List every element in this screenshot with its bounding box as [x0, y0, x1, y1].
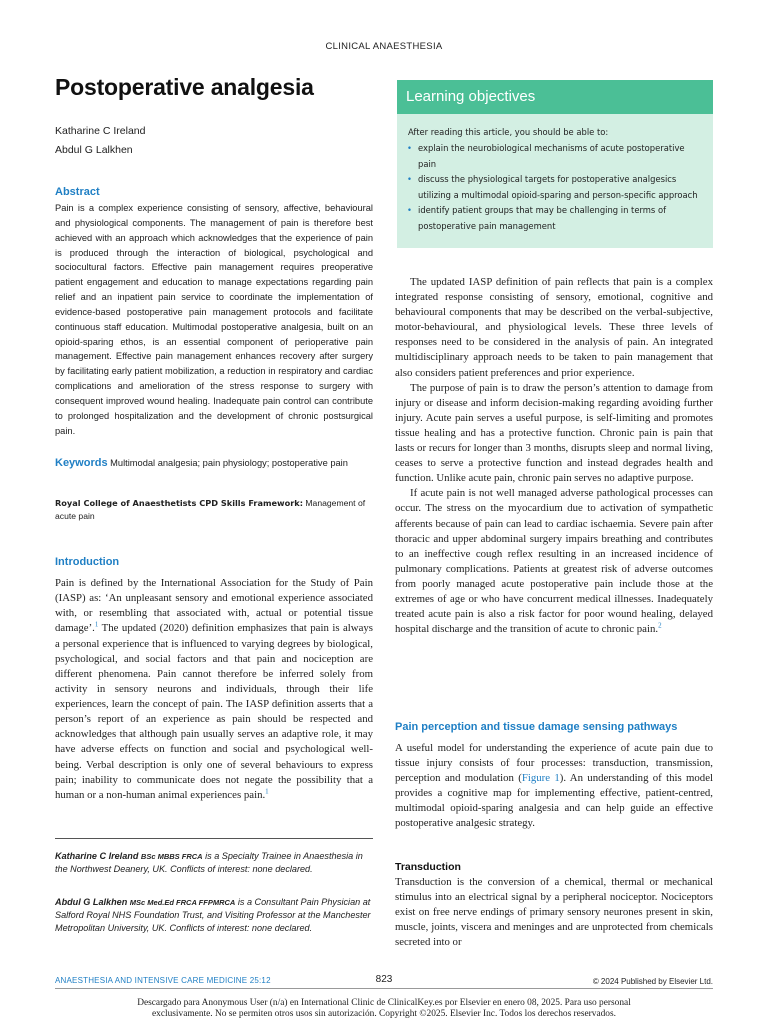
download-notice-line: Descargado para Anonymous User (n/a) en International Clinic de ClinicalKey.es por Elsevier en enero 08, 2025. Para uso personal — [137, 998, 631, 1008]
introduction-heading: Introduction — [55, 556, 120, 568]
bio-text: is a Specialty Trainee in Anaesthesia in the Northwest Deanery, UK. Conflicts of interest: none declared. — [55, 851, 363, 874]
list-item: • identify patient groups that may be challenging in terms of postoperative pain management — [407, 203, 703, 234]
learning-objectives-header — [397, 80, 713, 114]
section-text-part: ). An understanding of this model provides a cognitive map for implementing effective, patient-centred, multimodal opioid-sparing analgesia and can help guide an effective postoperative analgesic strategy. — [395, 772, 713, 830]
learning-objectives-intro: After reading this article, you should be able to: — [408, 127, 609, 137]
article-title: Postoperative analgesia — [55, 74, 314, 100]
list-item: • explain the neurobiological mechanisms of acute postoperative pain — [407, 141, 703, 172]
paragraph — [395, 486, 713, 637]
author-name: Katharine C Ireland — [55, 125, 146, 137]
divider — [55, 838, 373, 839]
bio-text: is a Consultant Pain Physician at Salford Royal NHS Foundation Trust, and Visiting Professor at the Manchester Metropolitan University, UK. Conflicts of interest: none declared. — [55, 897, 371, 933]
bio-degrees: BSc MBBS FRCA — [140, 852, 203, 861]
section-text-part: A useful model for understanding the experience of acute pain due to tissue injury consists of four processes: transduction, transmission, perception and modulation ( — [395, 742, 713, 785]
cpd-framework — [55, 497, 373, 522]
author-bio — [55, 896, 373, 935]
introduction-text-part: The updated (2020) definition emphasizes that pain is always a personal experience that is influenced to varying degrees by biological, psychological, and social factors and that pain and nociception are different phenomena. Pain cannot therefore be inferred solely from activity in sensory neurons and individuals, through their life experiences, learn the concept of pain. The IASP definition asserts that a person’s report of an experience as pain should be respected and acknowledges that although pain usually serves an adaptive role, it may have adverse effects on function and social and psychological well-being. Verbal description is only one of several behaviours to express pain; inability to communicate does not negate the possibility that a human or a non-human animal experiences pain. — [55, 622, 373, 801]
introduction-text-part: Pain is defined by the International Association for the Study of Pain (IASP) as: ‘An unpleasant sensory and emotional experience associated with, or resembling that associated with, actual or potential tissue damage’. — [55, 577, 373, 635]
paragraph: The updated IASP definition of pain reflects that pain is a complex integrated response consisting of sensory, emotional, cognitive and behavioural components that may be described on the verbal-subjective, motor-behavioural, and physiological levels. These three levels of responses need to be considered in the analysis of pain. An integrated multidisciplinary approach needs to be taken to pain management that also considers patient preferences and prior experience. — [395, 276, 713, 379]
copyright: © 2024 Published by Elsevier Ltd. — [592, 977, 713, 986]
bio-name: Katharine C Ireland — [55, 851, 139, 861]
running-header: CLINICAL ANAESTHESIA — [325, 41, 443, 52]
subsection-heading: Transduction — [395, 861, 461, 873]
section-heading: Pain perception and tissue damage sensing pathways — [395, 721, 678, 733]
introduction-text — [55, 576, 373, 803]
learning-objectives-box — [397, 114, 713, 248]
divider — [55, 988, 713, 989]
cpd-label: Royal College of Anaesthetists CPD Skills Framework: — [55, 498, 303, 508]
subsection-text: Transduction is the conversion of a chemical, thermal or mechanical stimulus into an electrical signal by a peripheral nociceptor. Nociceptors exist on free nerve endings of primary sensory neurones present in skin, muscle, joints, viscera and meninges and are unprotected from chemicals secreted into or — [395, 876, 713, 949]
section-text — [395, 741, 713, 832]
reference-link[interactable]: 1 — [94, 620, 99, 629]
reference-link[interactable]: 2 — [658, 621, 662, 630]
bio-degrees: MSc Med.Ed FRCA FFPMRCA — [129, 898, 236, 907]
learning-objectives-heading: Learning objectives — [406, 88, 536, 105]
page-number: 823 — [375, 974, 393, 985]
bio-name: Abdul G Lalkhen — [55, 897, 128, 907]
body-text-right — [395, 275, 713, 637]
keywords — [55, 456, 373, 470]
author-bio — [55, 850, 373, 876]
download-notice — [0, 998, 768, 1019]
figure-link[interactable]: Figure 1 — [521, 772, 560, 785]
list-item: • discuss the physiological targets for postoperative analgesics utilizing a multimodal opioid-sparing and person-specific approach — [407, 172, 703, 203]
learning-objectives-list — [407, 141, 703, 234]
abstract-heading: Abstract — [55, 186, 100, 198]
keywords-text: Multimodal analgesia; pain physiology; postoperative pain — [110, 458, 348, 468]
author-list — [55, 122, 145, 160]
paragraph-text: If acute pain is not well managed adverse pathological processes can occur. The stress on the myocardium due to activation of sympathetic afferents because of pain can lead to cardiac ischaemia. Severe pain after thoracic and upper abdominal surgery impairs breathing and contributes to an ineffective cough reflex resulting in an increased incidence of pulmonary complications. Patients at greatest risk of adverse outcomes from poorly managed acute postoperative pain include those at the extremes of age or who have concurrent medical illnesses. Inadequately treated acute pain is also a risk factor for poor wound healing, delayed hospital discharge and the transition of acute to chronic pain. — [395, 487, 713, 636]
reference-link[interactable]: 1 — [265, 787, 269, 796]
journal-footer: ANAESTHESIA AND INTENSIVE CARE MEDICINE 25:12 — [55, 976, 271, 985]
paragraph: The purpose of pain is to draw the person’s attention to damage from injury or disease and inform decision-making regarding avoiding further injury. Acute pain serves a useful purpose, is self-limiting and promotes tissue healing and has a protective function. Chronic pain is pain that lasts or recurs for longer than 3 months, disrupts sleep and normal living, ceases to serve a protective function and instead degrades health and function. Unlike acute pain, chronic pain serves no adaptive purpose. — [395, 381, 713, 485]
keywords-heading: Keywords — [55, 457, 108, 469]
cpd-text: Management of acute pain — [55, 498, 366, 521]
author-name: Abdul G Lalkhen — [55, 144, 133, 156]
abstract-text: Pain is a complex experience consisting of sensory, affective, behavioural and physiological components. The management of pain is therefore best achieved with an approach which acknowledges that the experience of pain is produced through the interaction of biological, psychological and sociocultural factors. Effective pain management requires preoperative patient engagement and education to manage expectations regarding pain relief and an inpatient pain service to coordinate the implementation of evidence-based postoperative pain management protocols and facilitate continuous staff education. Multimodal postoperative analgesia, built on an opioid-sparing ethos, is an essential component of perioperative pain management. Effective pain management enhances recovery after surgery by facilitating early patient mobilization, a reduction in respiratory and cardiac complications and amelioration of the stress response to surgery with consequent improved wound healing. Inadequate pain control can contribute to prolonged hospitalization and the development of chronic postsurgical pain. — [55, 203, 373, 436]
download-notice-line: exclusivamente. No se permiten otros usos sin autorización. Copyright ©2025. Elsevier Inc. Todos los derechos reservados. — [151, 1008, 616, 1019]
